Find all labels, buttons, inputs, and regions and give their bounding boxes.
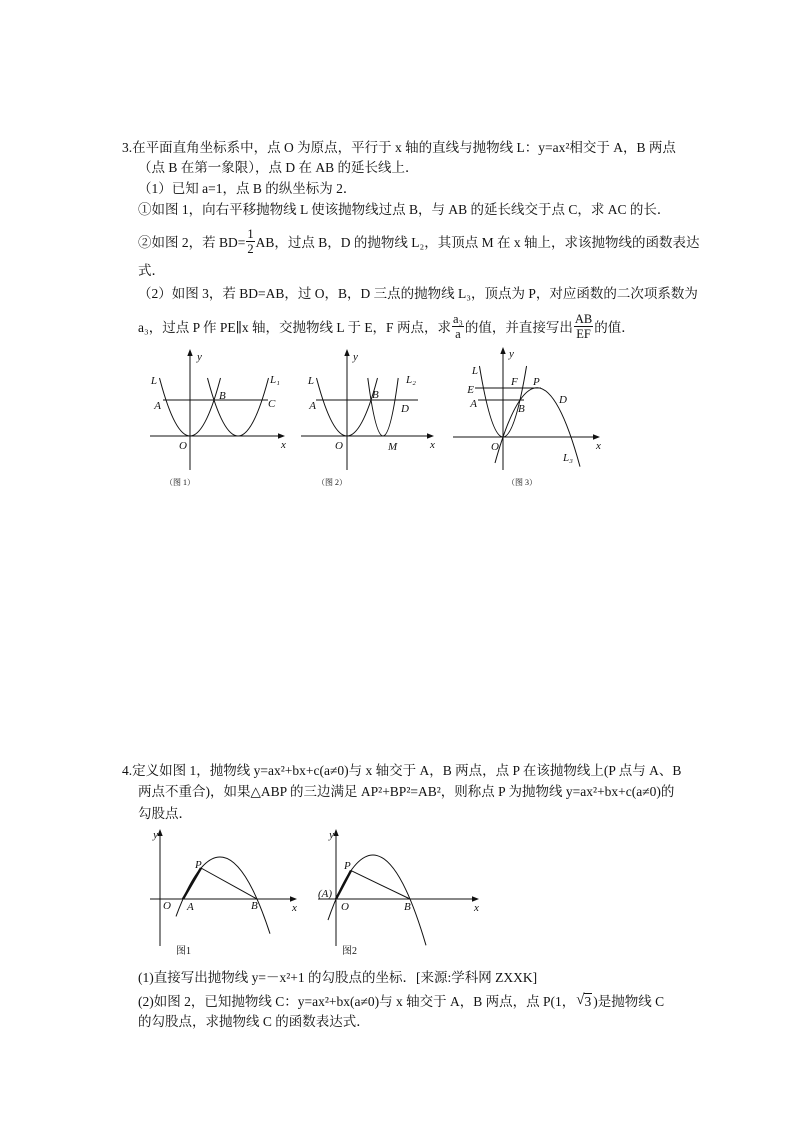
label-e: E [467,384,474,396]
label-l: L [307,375,314,387]
y-axis-arrow-icon [157,829,162,836]
label-d: D [559,394,567,406]
label-b: B [219,390,226,402]
label-l1: L₁ [270,374,280,386]
question-text-before-root: (2)如图 2，已知抛物线 C：y=ax²+bx(a≠0)与 x 轴交于 A，B 两点，点 P(1， [138,994,576,1009]
figure-3-1 [150,349,286,487]
problem-4-question-2 [138,989,664,1011]
label-p: P [195,859,202,871]
y-axis-arrow-icon [500,347,505,354]
label-y: y [153,829,158,841]
problem-4-question-2-continued: 的勾股点，求抛物线 C 的函数表达式． [138,1014,370,1029]
label-b: B [518,403,525,415]
problem-3-question-2 [138,226,699,256]
x-axis-arrow-icon [290,896,297,901]
label-c: C [268,398,276,410]
label-l: L [471,365,478,377]
segment-pb [351,871,410,899]
label-y: y [329,829,334,841]
y-axis-arrow-icon [187,349,192,356]
figure-caption: （图 1） [165,478,195,487]
label-f: F [511,376,518,388]
figure-4-2 [318,829,479,957]
label-o: O [341,901,349,913]
problem-3-part-2-continued [138,309,635,343]
fraction-ab-over-ef [574,312,593,341]
question-text-after-root: )是抛物线 C [593,994,665,1009]
segment-pb [201,868,257,899]
fraction-numerator: 1 [247,226,254,241]
figure-3-3 [453,347,601,487]
problem-4-stem-line-3: 勾股点． [138,806,192,821]
label-x: x [474,902,479,914]
parabola [176,857,270,934]
fraction-denominator: 2 [247,241,254,256]
problem-3-stem-line-1: 3.在平面直角坐标系中，点 O 为原点，平行于 x 轴的直线与抛物线 L：y=ax²相交于 A，B 两点 [122,140,676,155]
label-m: M [388,441,398,453]
label-a: A [309,400,316,412]
label-o: O [335,440,343,452]
x-axis-arrow-icon [427,433,434,438]
problem-4-stem-line-2: 两点不重合)，如果△ABP 的三边满足 AP²+BP²=AB²，则称点 P 为抛物线 y=ax²+bx+c(a≠0)的 [138,784,675,799]
label-a: A [470,398,477,410]
x-axis-arrow-icon [593,434,600,439]
part-2-text-middle: 的值，并直接写出 [464,320,573,335]
fraction-numerator: AB [574,311,593,326]
segment-po [336,871,351,899]
problem-4-question-1: (1)直接写出抛物线 y=－x²+1 的勾股点的坐标．[来源:学科网 ZXXK] [138,970,538,985]
label-y: y [353,351,358,363]
figure-caption: （图 2） [317,478,347,487]
fraction-a3-over-a [452,312,464,341]
label-p: P [533,376,540,388]
segment-pa [183,868,201,899]
label-x: x [281,439,286,451]
label-b: B [251,900,258,912]
parabola-l2 [368,378,398,436]
figure-4-1 [150,829,297,957]
figure-3-2 [301,349,435,487]
radicand: 3 [584,993,592,1009]
label-l2: L₂ [406,374,416,386]
parabola-l1 [208,378,269,436]
label-b: B [372,389,379,401]
label-p: P [344,860,351,872]
y-axis-arrow-icon [344,349,349,356]
question-text-before-fraction: ②如图 2，若 BD= [138,235,246,250]
problem-3-question-1: ①如图 1，向右平移抛物线 L 使该抛物线过点 B，与 AB 的延长线交于点 C，求 AC 的长． [138,202,671,217]
part-2-text-after-fraction: 的值． [594,320,635,335]
question-text-after-fraction: AB，过点 B，D 的抛物线 L₂，其顶点 M 在 x 轴上，求该抛物线的函数表达 [255,235,700,250]
x-axis-arrow-icon [278,433,285,438]
label-x: x [430,439,435,451]
label-d: D [401,403,409,415]
square-root-three [576,992,592,1009]
label-y: y [509,348,514,360]
figure-caption: （图 3） [507,478,537,487]
label-x: x [292,902,297,914]
problem-3-part-1: （1）已知 a=1，点 B 的纵坐标为 2． [138,181,357,196]
label-o: O [491,441,499,453]
label-a: (A) [318,888,333,900]
label-o: O [163,900,171,912]
label-b: B [404,901,411,913]
figure-caption: 图1 [176,946,191,957]
y-axis-arrow-icon [333,829,338,836]
problem-4-stem-line-1: 4.定义如图 1，抛物线 y=ax²+bx+c(a≠0)与 x 轴交于 A，B 两点，点 P 在该抛物线上(P 点与 A、B [122,763,682,778]
label-y: y [197,351,202,363]
fraction-numerator: a₃ [452,311,463,326]
fraction-denominator: a [452,326,464,341]
problem-3-part-2: （2）如图 3，若 BD=AB，过 O，B，D 三点的抛物线 L₃，顶点为 P，对应函数的二次项系数为 [138,286,698,301]
label-l: L [150,375,157,387]
fraction-one-half [246,227,254,256]
label-l3: L₃ [563,452,573,464]
part-2-text-before-fraction: a₃，过点 P 作 PE∥x 轴，交抛物线 L 于 E，F 两点，求 [138,320,451,335]
label-x: x [596,440,601,452]
x-axis-arrow-icon [472,896,479,901]
fraction-denominator: EF [574,326,593,341]
label-a: A [154,400,161,412]
label-o: O [179,440,187,452]
problem-3-question-2-continued: 式． [138,263,165,278]
radical-sign: √ [576,991,585,1008]
figure-caption: 图2 [342,946,357,957]
label-a: A [187,901,194,913]
problem-3-stem-line-2: （点 B 在第一象限），点 D 在 AB 的延长线上． [138,160,419,175]
